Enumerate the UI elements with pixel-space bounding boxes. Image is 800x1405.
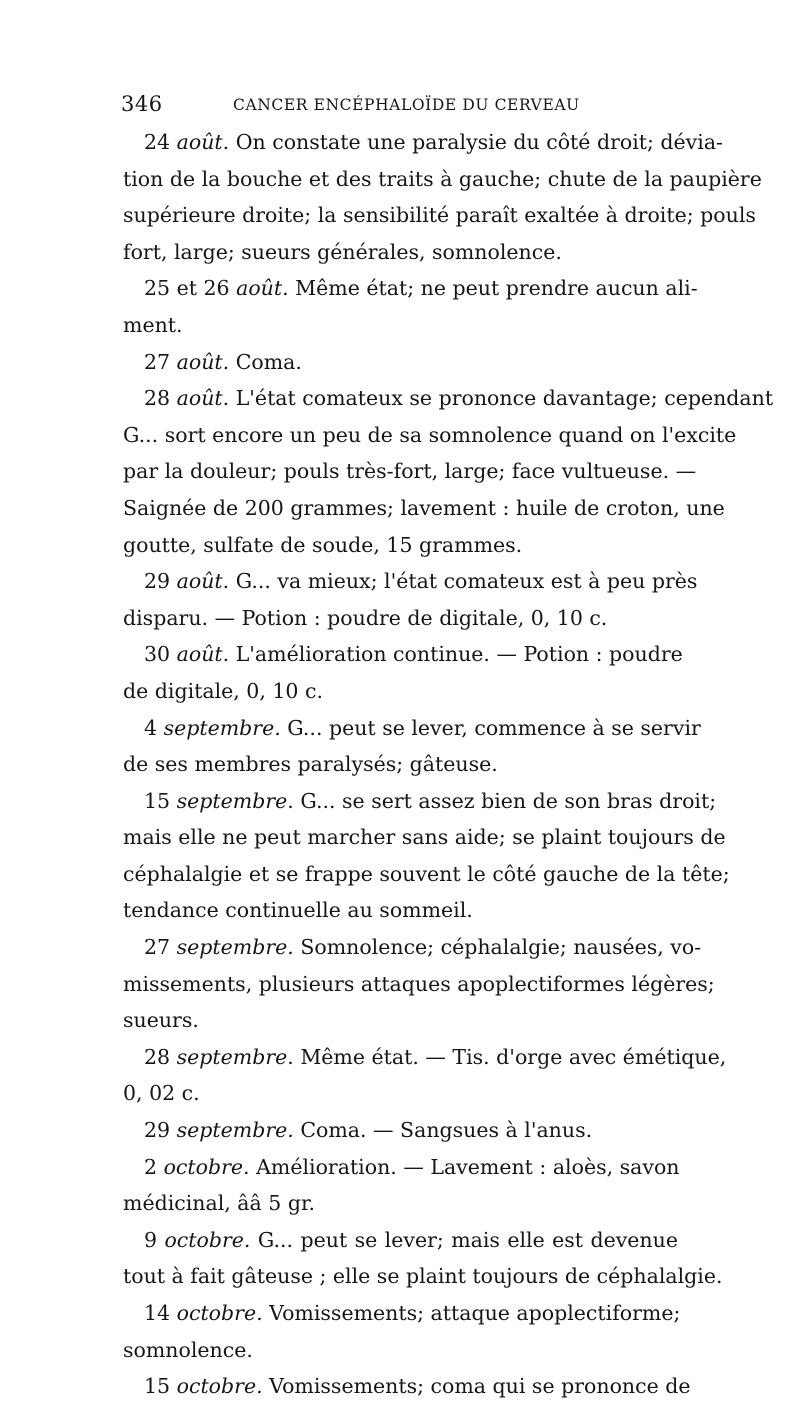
entry-day: 15 [144,1374,171,1399]
entry-day: 29 [144,1118,171,1143]
entry-date: août. [176,349,230,374]
text-line: mais elle ne peut marcher sans aide; se plaint toujours de [123,825,726,850]
text-line [123,710,701,747]
text-line: Saignée de 200 grammes; lavement : huile de croton, une [123,495,725,520]
text-line [123,1039,727,1076]
text-line [123,344,678,381]
running-title: CANCER ENCÉPHALOÏDE DU CERVEAU [233,96,580,114]
entry-text: Vomissements; attaque apoplectiforme; [269,1301,681,1325]
entry-text: On constate une paralysie du côté droit; dévia- [235,130,723,154]
text-line [123,929,702,966]
entry-date: octobre. [164,1227,251,1252]
entry-text: G... peut se lever, commence à se servir [287,715,701,740]
entry-date: octobre. [163,1154,250,1179]
entry-text: G... peut se lever; mais elle est devenue [257,1227,678,1252]
entry-text: G... se sert assez bien de son bras droit; [300,788,717,813]
entry-date: septembre. [163,715,281,740]
entry-day: 27 [144,935,171,960]
text-line: tout à fait gâteuse ; elle se plaint toujours de céphalalgie. [123,1264,723,1289]
text-line: de digitale, 0, 10 c. [123,678,323,703]
text-line: somnolence. [123,1337,253,1362]
entry-date: août. [176,642,230,667]
entry-day: 25 et 26 [144,276,230,301]
text-line: de ses membres paralysés; gâteuse. [123,752,498,777]
entry-text: Vomissements; coma qui se prononce de [269,1374,691,1399]
entry-date: août. [176,130,230,154]
text-line [123,380,774,417]
text-line: sueurs. [123,1008,199,1033]
text-line: fort, large; sueurs générales, somnolence. [123,239,562,264]
entry-text: Même état; ne peut prendre aucun ali- [295,276,698,301]
entry-text: Coma. [235,349,302,374]
entry-date: septembre. [176,1118,294,1143]
text-line: tion de la bouche et des traits à gauche; chute de la paupière [123,166,762,191]
text-line [123,783,717,820]
entry-day: 27 [144,349,171,374]
entry-date: août. [236,276,289,301]
entry-date: octobre. [176,1301,263,1325]
entry-text: L'amélioration continue. — Potion : poudre [235,642,683,667]
text-line: médicinal, ââ 5 gr. [123,1191,316,1216]
entry-text: Même état. — Tis. d'orge avec émétique, [300,1044,727,1069]
entry-day: 28 [144,1044,171,1069]
entry-day: 4 [144,715,158,740]
text-line [123,1295,681,1332]
text-line: tendance continuelle au sommeil. [123,898,473,923]
text-line [123,124,723,161]
entry-date: octobre. [176,1374,263,1399]
entry-text: G... va mieux; l'état comateux est à peu près [235,569,698,594]
entry-text: L'état comateux se prononce davantage; cependant [235,386,774,411]
text-line [123,1368,691,1405]
entry-text: Coma. — Sangsues à l'anus. [300,1118,593,1143]
entry-day: 14 [144,1301,171,1325]
text-line [123,563,698,600]
entry-day: 2 [144,1154,158,1179]
text-line [123,636,683,673]
text-line: supérieure droite; la sensibilité paraît exaltée à droite; pouls [123,203,756,228]
entry-date: août. [176,386,230,411]
entry-text: Amélioration. — Lavement : aloès, savon [256,1154,680,1179]
entry-date: septembre. [176,935,294,960]
page-header [121,92,676,120]
entry-text: Somnolence; céphalalgie; nausées, vo- [300,935,702,960]
text-line: ment. [123,312,183,337]
entry-day: 28 [144,386,171,411]
entry-day: 30 [144,642,171,667]
text-line [123,270,698,307]
entry-day: 24 [144,130,171,154]
text-line: G... sort encore un peu de sa somnolence quand on l'excite [123,422,737,447]
text-line: céphalalgie et se frappe souvent le côté gauche de la tête; [123,861,730,886]
entry-day: 29 [144,569,171,594]
text-line: disparu. — Potion : poudre de digitale, 0, 10 c. [123,605,608,630]
text-line [123,1112,678,1149]
entry-date: août. [176,569,230,594]
page-number: 346 [121,92,163,116]
text-line: 0, 02 c. [123,1081,200,1106]
body-text [123,124,774,1405]
entry-day: 15 [144,788,171,813]
text-line: goutte, sulfate de soude, 15 grammes. [123,532,523,557]
text-line [123,1222,678,1259]
text-line: par la douleur; pouls très-fort, large; face vultueuse. — [123,459,697,484]
entry-date: septembre. [176,1044,294,1069]
text-line [123,1149,678,1186]
entry-date: septembre. [176,788,294,813]
text-line: missements, plusieurs attaques apoplectiformes légères; [123,971,715,996]
entry-day: 9 [144,1227,158,1252]
